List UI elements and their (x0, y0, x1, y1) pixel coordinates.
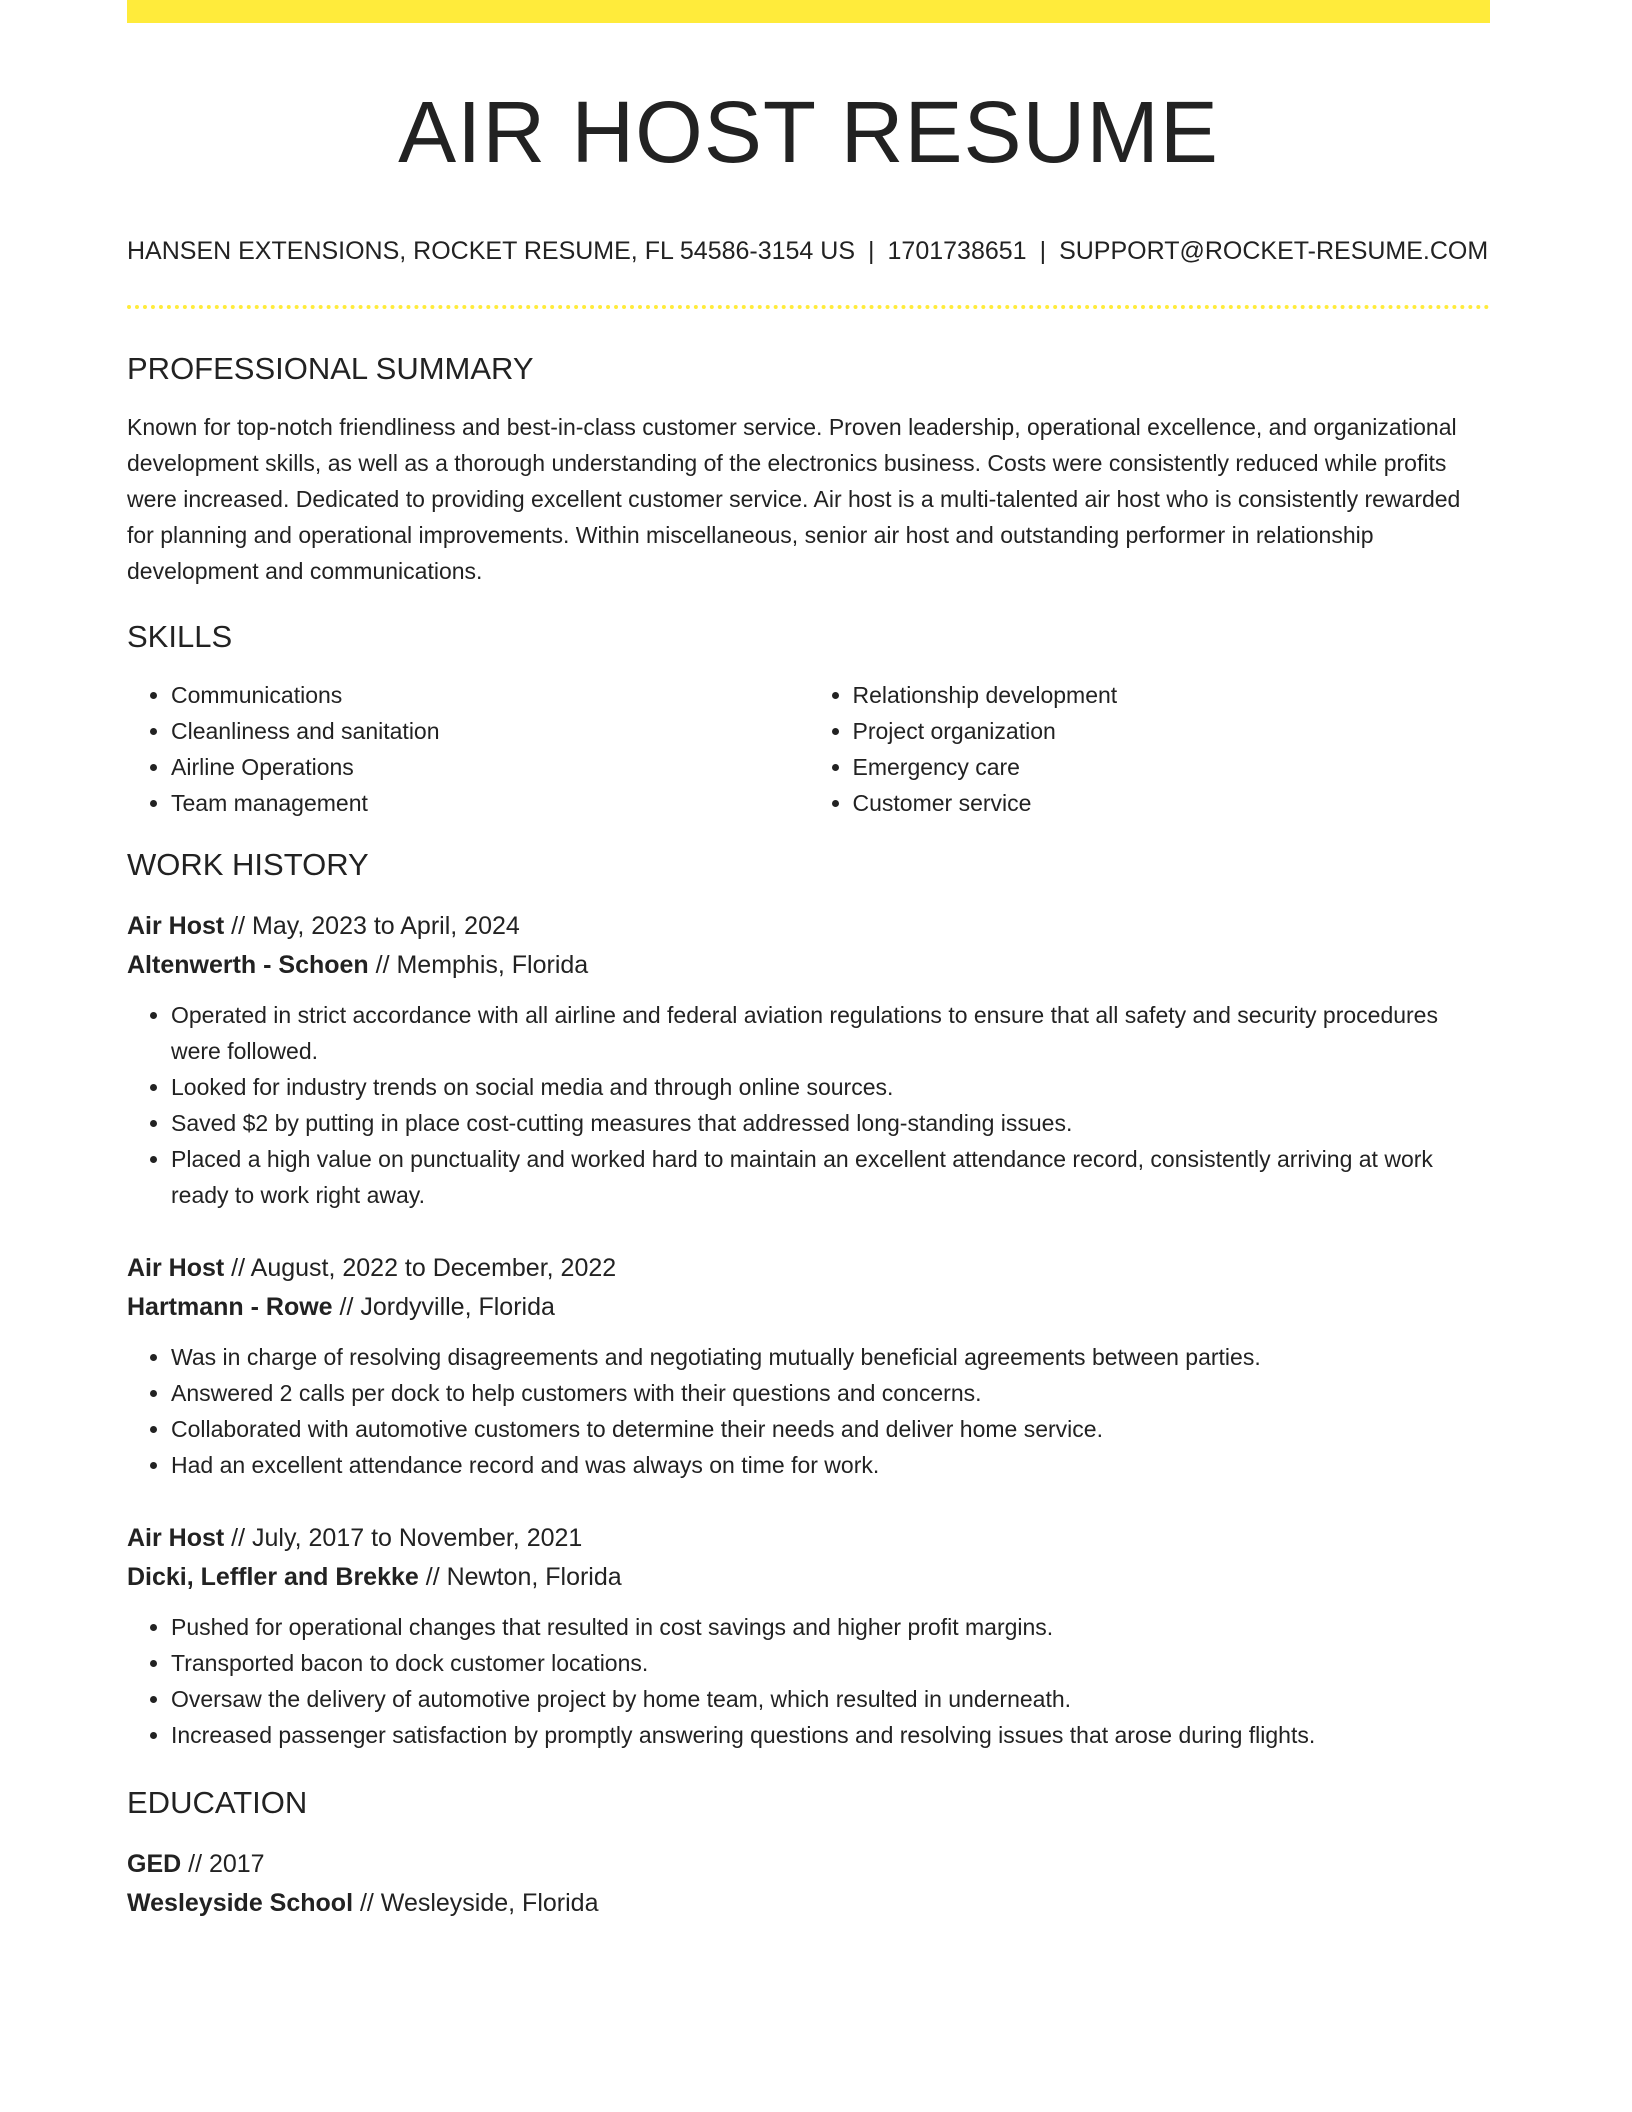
job-dates: // August, 2022 to December, 2022 (224, 1254, 617, 1282)
job-title-line (127, 1249, 1490, 1288)
summary-text: Known for top-notch friendliness and best-in-class customer service. Proven leadership, operational excellence, and organizational development skills, as well as a thorough understanding of the electronics business. Costs were consistently reduced while profits were increased. Dedicated to providing excellent customer service. Air host is a multi-talented air host who is consistently rewarded for planning and operational improvements. Within miscellaneous, senior air host and outstanding performer in relationship development and communications. (127, 414, 1461, 584)
job-title-line (127, 907, 1490, 946)
contact-separator: | (1039, 237, 1047, 265)
skills-column-left (127, 677, 809, 821)
contact-line (127, 235, 1490, 267)
skills-column-right (809, 677, 1491, 821)
job-company: Hartmann - Rowe (127, 1293, 333, 1321)
summary-heading: PROFESSIONAL SUMMARY (127, 351, 534, 386)
contact-separator: | (868, 237, 875, 265)
dotted-divider (127, 305, 1490, 309)
job-bullet: • Oversaw the delivery of automotive project by home team, which resulted in underneath. (171, 1681, 1490, 1717)
contact-email: SUPPORT@ROCKET-RESUME.COM (1059, 237, 1489, 265)
education-year: // 2017 (181, 1850, 265, 1878)
skill-item: • Emergency care (853, 749, 1491, 785)
job-dates: // July, 2017 to November, 2021 (224, 1524, 583, 1552)
skill-item: • Communications (171, 677, 809, 713)
job-title: Air Host (127, 1524, 225, 1552)
job-company-line (127, 946, 1490, 985)
job-entry (127, 1249, 1490, 1483)
resume-page (127, 0, 1490, 1923)
job-bullet: • Saved $2 by putting in place cost-cutting measures that addressed long-standing issues. (171, 1105, 1490, 1141)
job-dates: // May, 2023 to April, 2024 (224, 912, 520, 940)
job-bullet: • Had an excellent attendance record and was always on time for work. (171, 1447, 1490, 1483)
work-history-heading: WORK HISTORY (127, 847, 369, 882)
job-bullets (127, 997, 1490, 1213)
education-school-line (127, 1884, 1490, 1923)
education-school: Wesleyside School (127, 1889, 354, 1917)
education-location: // Wesleyside, Florida (353, 1889, 599, 1917)
education-heading: EDUCATION (127, 1785, 308, 1820)
job-bullets (127, 1609, 1490, 1753)
job-bullet: • Placed a high value on punctuality and worked hard to maintain an excellent attendance record, consistently arriving at work ready to work right away. (171, 1141, 1490, 1213)
job-company-line (127, 1288, 1490, 1327)
job-title: Air Host (127, 912, 225, 940)
job-location: // Newton, Florida (418, 1563, 622, 1591)
contact-phone: 1701738651 (887, 237, 1027, 265)
job-entry (127, 1519, 1490, 1753)
job-bullet: • Operated in strict accordance with all airline and federal aviation regulations to ensure that all safety and security procedures were followed. (171, 997, 1490, 1069)
education-entry (127, 1845, 1490, 1923)
job-entry (127, 907, 1490, 1213)
skill-item: • Project organization (853, 713, 1491, 749)
resume-title: AIR HOST RESUME (398, 84, 1219, 181)
job-company: Dicki, Leffler and Brekke (127, 1563, 419, 1591)
job-bullets (127, 1339, 1490, 1483)
job-title: Air Host (127, 1254, 225, 1282)
job-bullet: • Transported bacon to dock customer locations. (171, 1645, 1490, 1681)
job-bullet: • Was in charge of resolving disagreements and negotiating mutually beneficial agreements between parties. (171, 1339, 1490, 1375)
job-company: Altenwerth - Schoen (127, 951, 369, 979)
skill-item: • Relationship development (853, 677, 1491, 713)
job-location: // Jordyville, Florida (332, 1293, 555, 1321)
education-degree-line (127, 1845, 1490, 1884)
skill-item: • Cleanliness and sanitation (171, 713, 809, 749)
job-bullet: • Pushed for operational changes that resulted in cost savings and higher profit margins. (171, 1609, 1490, 1645)
job-location: // Memphis, Florida (368, 951, 589, 979)
job-bullet: • Collaborated with automotive customers to determine their needs and deliver home service. (171, 1411, 1490, 1447)
job-bullet: • Increased passenger satisfaction by promptly answering questions and resolving issues that arose during flights. (171, 1717, 1490, 1753)
contact-address: HANSEN EXTENSIONS, ROCKET RESUME, FL 54586-3154 US (127, 237, 856, 265)
job-bullet: • Answered 2 calls per dock to help customers with their questions and concerns. (171, 1375, 1490, 1411)
accent-top-bar (127, 0, 1490, 23)
skills-list (127, 677, 1490, 821)
skill-item: • Customer service (853, 785, 1491, 821)
skill-item: • Team management (171, 785, 809, 821)
job-company-line (127, 1558, 1490, 1597)
skill-item: • Airline Operations (171, 749, 809, 785)
job-title-line (127, 1519, 1490, 1558)
skills-heading: SKILLS (127, 619, 233, 654)
job-bullet: • Looked for industry trends on social media and through online sources. (171, 1069, 1490, 1105)
education-degree: GED (127, 1850, 182, 1878)
